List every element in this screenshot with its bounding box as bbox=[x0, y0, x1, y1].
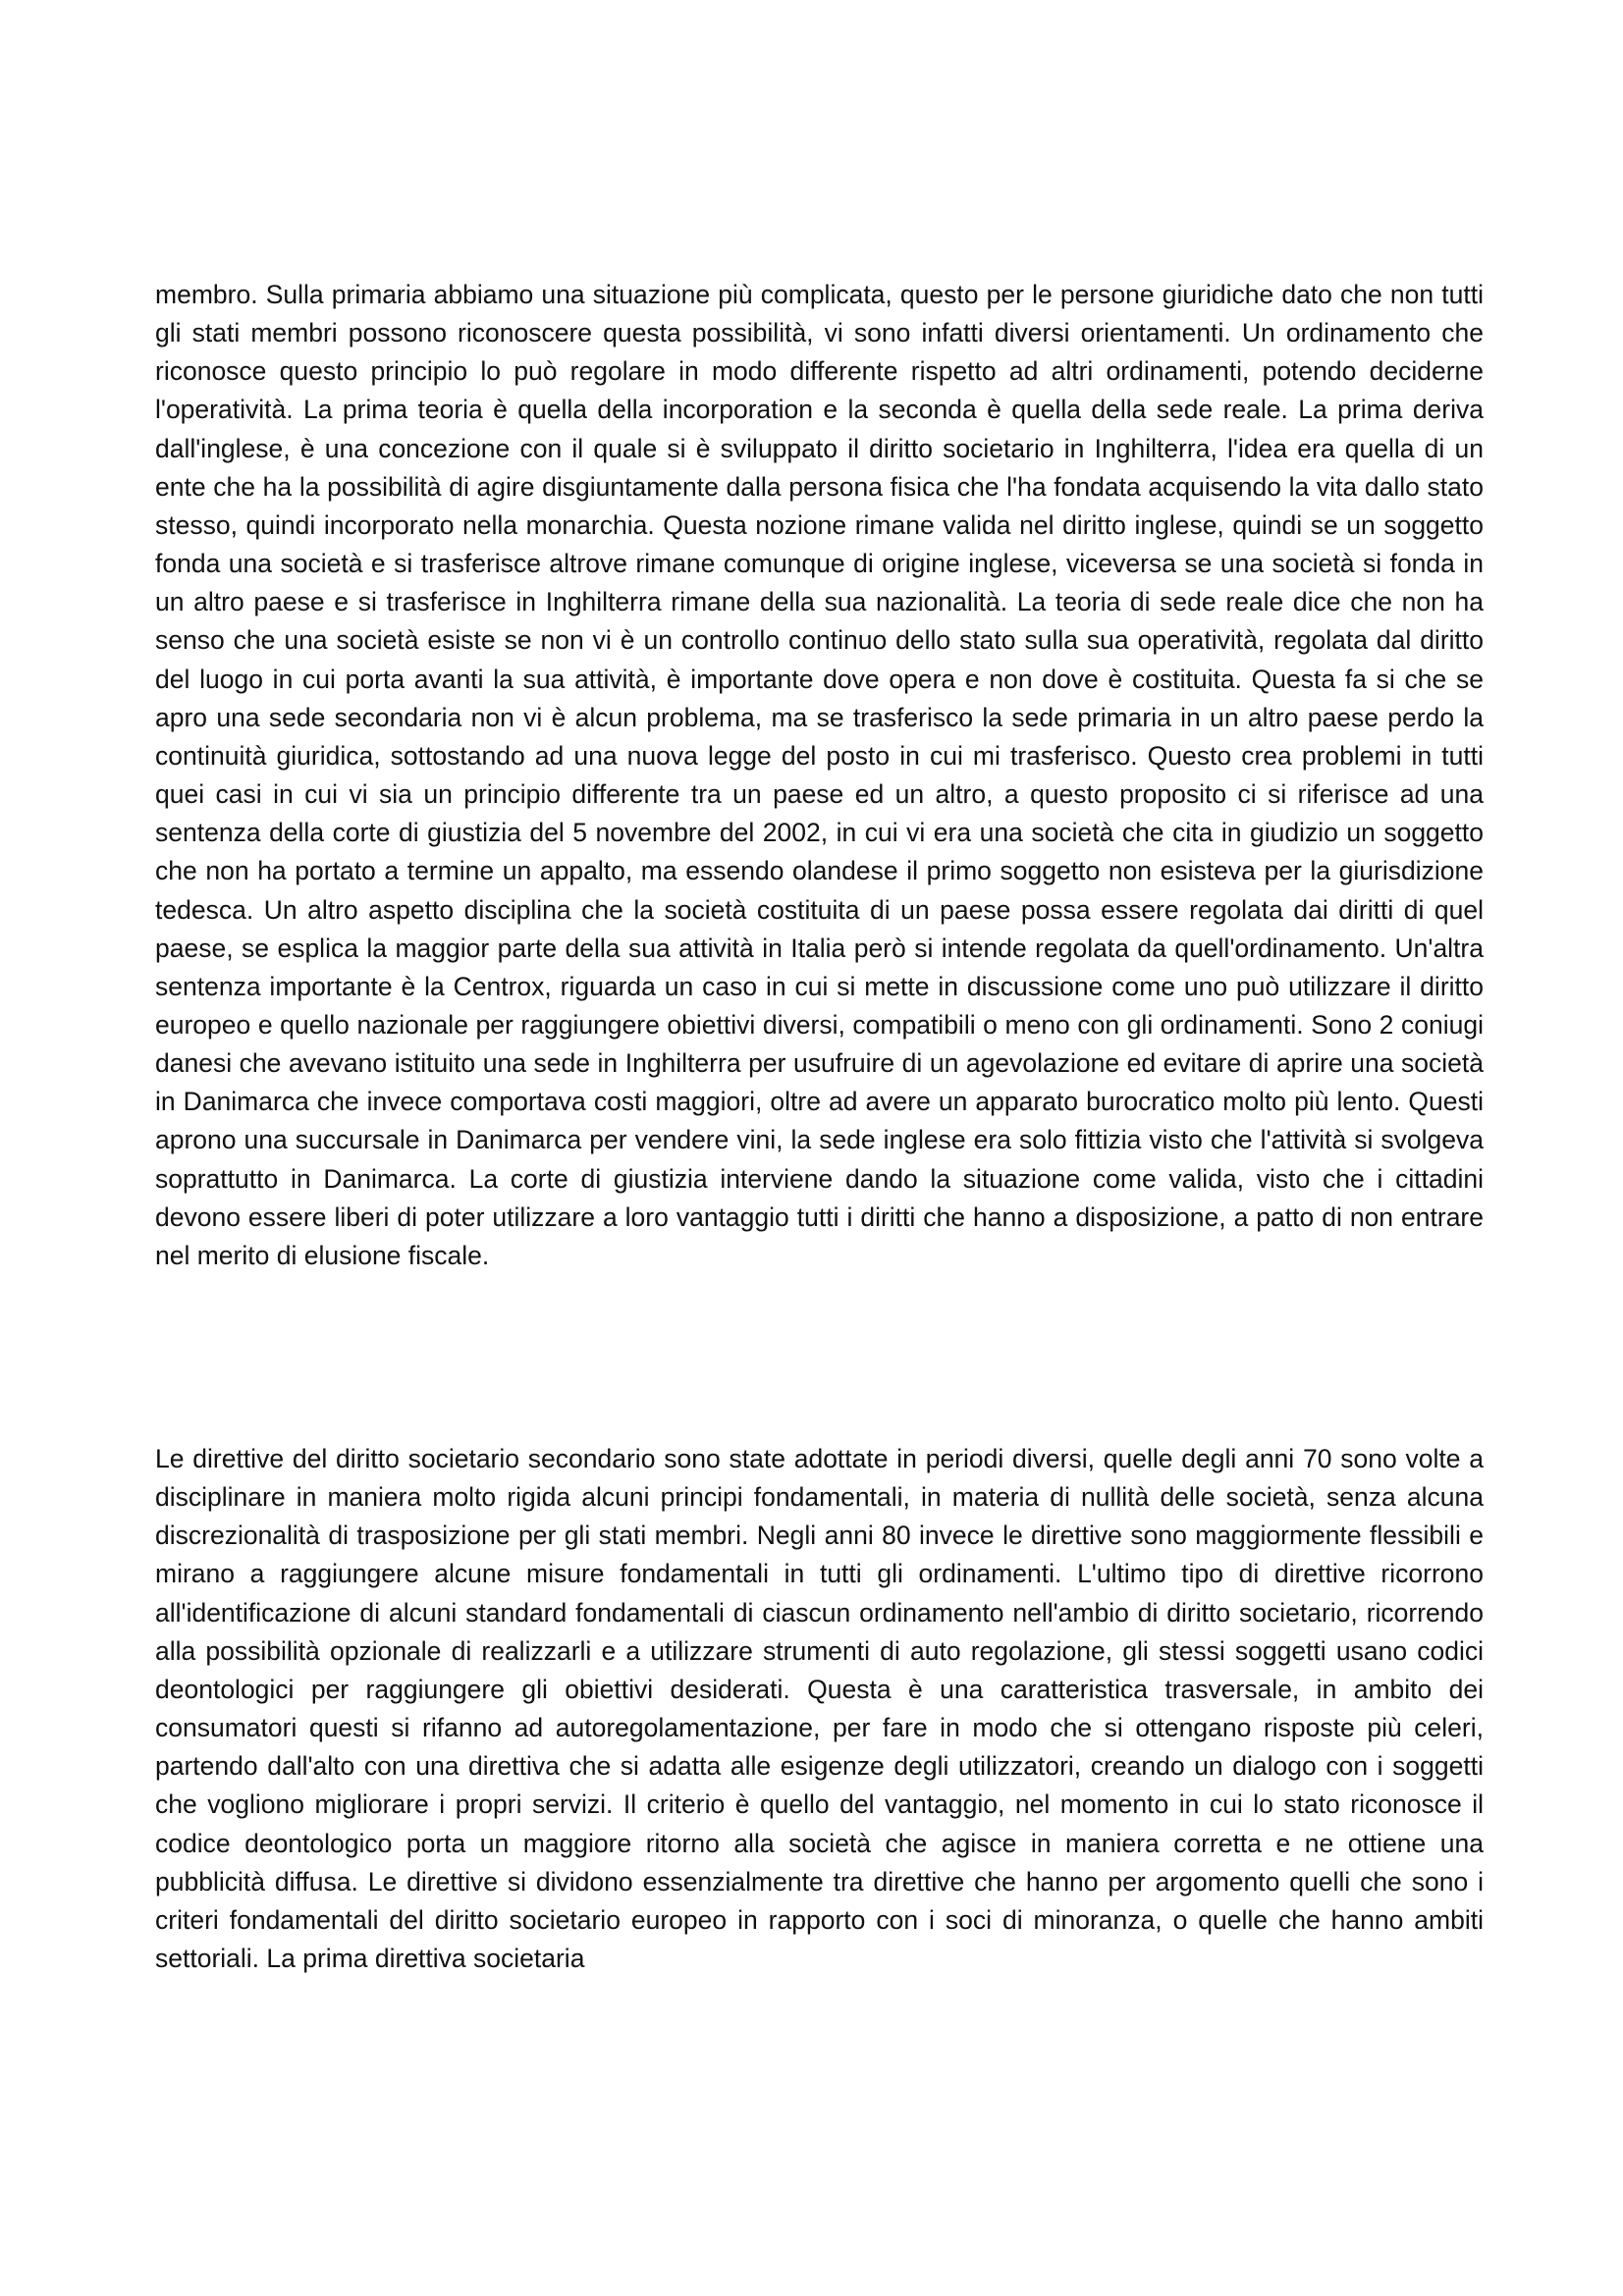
paragraph-1-text: membro. Sulla primaria abbiamo una situazione più complicata, questo per le persone giuridiche dato che non tutti gli stati membri possono riconoscere questa possibilità, vi sono infatti diversi orientamenti. Un ordinamento che riconosce questo principio lo può regolare in modo differente rispetto ad altri ordinamenti, potendo deciderne l'operatività. La prima teoria è quella della incorporation e la seconda è quella della sede reale. La prima deriva dall'inglese, è una concezione con il quale si è sviluppato il diritto societario in Inghilterra, l'idea era quella di un ente che ha la possibilità di agire disgiuntamente dalla persona fisica che l'ha fondata acquisendo la vita dallo stato stesso, quindi incorporato nella monarchia. Questa nozione rimane valida nel diritto inglese, quindi se un soggetto fonda una società e si trasferisce altrove rimane comunque di origine inglese, viceversa se una società si fonda in un altro paese e si trasferisce in Inghilterra rimane della sua nazionalità. La teoria di sede reale dice che non ha senso che una società esiste se non vi è un controllo continuo dello stato sulla sua operatività, regolata dal diritto del luogo in cui porta avanti la sua attività, è importante dove opera e non dove è costituita. Questa fa si che se apro una sede secondaria non vi è alcun problema, ma se trasferisco la sede primaria in un altro paese perdo la continuità giuridica, sottostando ad una nuova legge del posto in cui mi trasferisco. Questo crea problemi in tutti quei casi in cui vi sia un principio differente tra un paese ed un altro, a questo proposito ci si riferisce ad una sentenza della corte di giustizia del 5 novembre del 2002, in cui vi era una società che cita in giudizio un soggetto che non ha portato a termine un appalto, ma essendo olandese il primo soggetto non esisteva per la giurisdizione tedesca. Un altro aspetto disciplina che la società costituita di un paese possa essere regolata dai diritti di quel paese, se esplica la maggior parte della sua attività in Italia però si intende regolata da quell'ordinamento. Un'altra sentenza importante è la Centrox, riguarda un caso in cui si mette in discussione come uno può utilizzare il diritto europeo e quello nazionale per raggiungere obiettivi diversi, compatibili o meno con gli ordinamenti. Sono 2 coniugi danesi che avevano istituito una sede in Inghilterra per usufruire di un agevolazione ed evitare di aprire una società in Danimarca che invece comportava costi maggiori, oltre ad avere un apparato burocratico molto più lento. Questi aprono una succursale in Danimarca per vendere vini, la sede inglese era solo fittizia visto che l'attività si svolgeva soprattutto in Danimarca. La corte di giustizia interviene dando la situazione come valida, visto che i cittadini devono essere liberi di poter utilizzare a loro vantaggio tutti i diritti che hanno a disposizione, a patto di non entrare nel merito di elusione fiscale. bbox=[155, 280, 1484, 1270]
paragraph-2 bbox=[155, 1440, 1484, 1978]
paragraph-1 bbox=[155, 276, 1484, 1275]
paragraph-2-text: Le direttive del diritto societario secondario sono state adottate in periodi diversi, quelle degli anni 70 sono volte a disciplinare in maniera molto rigida alcuni principi fondamentali, in materia di nullità delle società, senza alcuna discrezionalità di trasposizione per gli stati membri. Negli anni 80 invece le direttive sono maggiormente flessibili e mirano a raggiungere alcune misure fondamentali in tutti gli ordinamenti. L'ultimo tipo di direttive ricorrono all'identificazione di alcuni standard fondamentali di ciascun ordinamento nell'ambio di diritto societario, ricorrendo alla possibilità opzionale di realizzarli e a utilizzare strumenti di auto regolazione, gli stessi soggetti usano codici deontologici per raggiungere gli obiettivi desiderati. Questa è una caratteristica trasversale, in ambito dei consumatori questi si rifanno ad autoregolamentazione, per fare in modo che si ottengano risposte più celeri, partendo dall'alto con una direttiva che si adatta alle esigenze degli utilizzatori, creando un dialogo con i soggetti che vogliono migliorare i propri servizi. Il criterio è quello del vantaggio, nel momento in cui lo stato riconosce il codice deontologico porta un maggiore ritorno alla società che agisce in maniera corretta e ne ottiene una pubblicità diffusa. Le direttive si dividono essenzialmente tra direttive che hanno per argomento quelli che sono i criteri fondamentali del diritto societario europeo in rapporto con i soci di minoranza, o quelle che hanno ambiti settoriali. La prima direttiva societaria bbox=[155, 1444, 1484, 1974]
